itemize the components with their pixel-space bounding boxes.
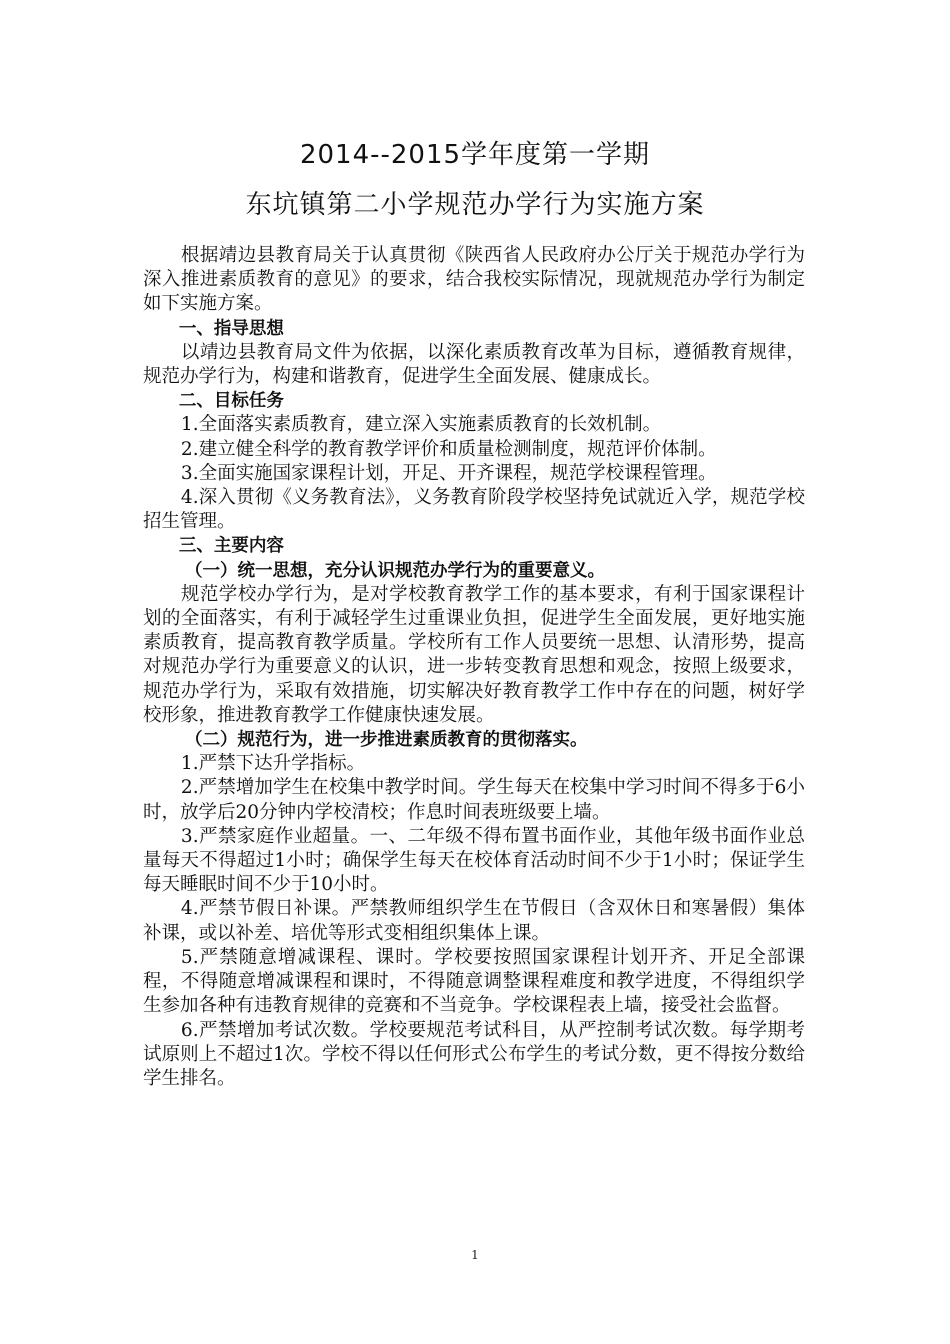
list-item: 4.深入贯彻《义务教育法》，义务教育阶段学校坚持免试就近入学，规范学校招生管理。 [143, 487, 805, 533]
list-item: 5.严禁随意增减课程、课时。学校要按照国家课程计划开齐、开足全部课程，不得随意增减课程和课时，不得随意调整课程难度和教学进度，不得组织学生参加各种有违教育规律的竞赛和不当竞争。学校课程表上墙，接受社会监督。 [143, 946, 805, 1017]
list-item: 4.严禁节假日补课。严禁教师组织学生在节假日（含双休日和寒暑假）集体补课，或以补差、培优等形式变相组织集体上课。 [143, 898, 805, 944]
section-heading: 三、主要内容 [178, 536, 284, 557]
section-heading: 一、指导思想 [178, 318, 284, 339]
list-item: 2.建立健全科学的教育教学评价和质量检测制度，规范评价体制。 [180, 438, 717, 460]
document-title-line1: 2014--2015学年度第一学期 [299, 140, 651, 170]
paragraph: 根据靖边县教育局关于认真贯彻《陕西省人民政府办公厅关于规范办学行为 深入推进素质教育的意见》的要求，结合我校实际情况，现就规范办学行为制定如下实施方案。 [143, 245, 824, 315]
document-body [143, 244, 824, 1091]
document-title-line2: 东坑镇第二小学规范办学行为实施方案 [245, 190, 705, 220]
list-item: 3.严禁家庭作业超量。一、二年级不得布置书面作业，其他年级书面作业总量每天不得超过1小时；确保学生每天在校体育活动时间不少于1小时；保证学生每天睡眠时间不少于10小时。 [143, 825, 805, 896]
subsection-heading: （一）统一思想，充分认识规范办学行为的重要意义。 [185, 560, 605, 581]
paragraph: 以靖边县教育局文件为依据，以深化素质教育改革为目标，遵循教育规律，规范办学行为，构建和谐教育，促进学生全面发展、健康成长。 [143, 341, 805, 388]
subsection-heading: （二）规范行为，进一步推进素质教育的贯彻落实。 [185, 730, 588, 751]
section-heading: 二、目标任务 [178, 391, 284, 412]
page-number: 1 [471, 1248, 479, 1262]
list-item: 3.全面实施国家课程计划，开足、开齐课程，规范学校课程管理。 [180, 462, 717, 484]
list-item: 2.严禁增加学生在校集中教学时间。学生每天在校集中学习时间不得多于6小时，放学后20分钟内学校清校；作息时间表班级要上墙。 [143, 777, 805, 823]
list-item: 1.严禁下达升学指标。 [180, 753, 366, 775]
list-item: 6.严禁增加考试次数。学校要规范考试科目，从严控制考试次数。每学期考试原则上不超过1次。学校不得以任何形式公布学生的考试分数，更不得按分数给学生排名。 [143, 1019, 805, 1089]
paragraph: 规范学校办学行为，是对学校教育教学工作的基本要求，有利于国家课程计划的全面落实，有利于减轻学生过重课业负担，促进学生全面发展，更好地实施素质教育，提高教育教学质量。学校所有工作人员要统一思想、认清形势，提高对规范办学行为重要意义的认识，进一步转变教育思想和观念，按照上级要求，规范办学行为，采取有效措施，切实解决好教育教学工作中存在的问题，树好学校形象，推进教育教学工作健康快速发展。 [143, 583, 805, 726]
list-item: 1.全面落实素质教育，建立深入实施素质教育的长效机制。 [180, 414, 662, 436]
